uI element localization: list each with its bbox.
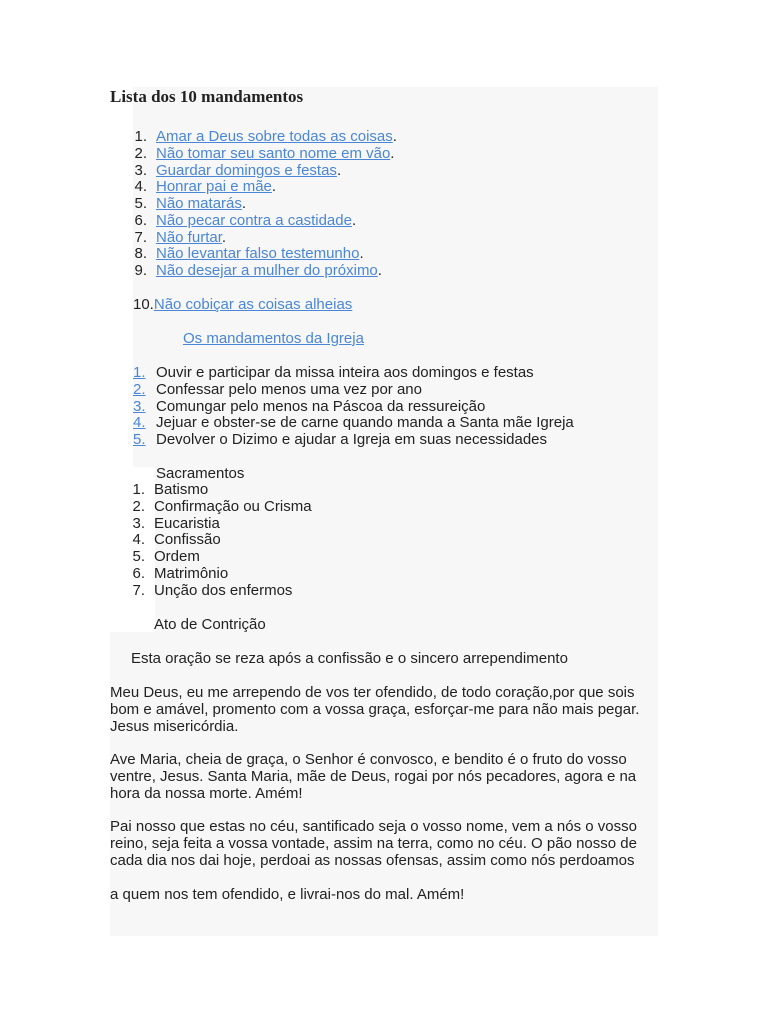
list-item-text: Eucaristia [154, 514, 220, 532]
prayer-line: ventre, Jesus. Santa Maria, mãe de Deus, rogai por nós pecadores, agora e na [110, 767, 637, 785]
list-item-text: Devolver o Dizimo e ajudar a Igreja em suas necessidades [156, 431, 548, 448]
list-item-text: Ordem [154, 548, 200, 565]
list-item-text: Confissão [154, 531, 221, 549]
commandment-link[interactable]: Não cobiçar as coisas alheias [153, 296, 353, 313]
list-item-text: Confirmação ou Crisma [154, 497, 312, 515]
church-heading-link[interactable]: Os mandamentos da Igreja [183, 330, 364, 347]
list-number: 3. [132, 514, 145, 532]
commandment-link[interactable]: Não furtar [156, 228, 222, 246]
prayer-line: reino, seja feita a vossa vontade, assim na terra, como no céu. O pão nosso de [110, 834, 637, 852]
page-title: Lista dos 10 mandamentos [110, 87, 304, 106]
prayer-line: Pai nosso que estas no céu, santificado seja o vosso nome, vem a nós o vosso [110, 818, 637, 835]
prayer-line: Meu Deus, eu me arrependo de vos ter ofendido, de todo coração,por que sois [110, 684, 635, 701]
list-number: 10. [133, 296, 154, 313]
list-number: 2. [134, 144, 147, 162]
list-number[interactable]: 2. [133, 380, 146, 398]
list-number: 4. [134, 178, 147, 196]
list-item-period: . [241, 195, 247, 212]
list-item-period: . [390, 144, 395, 162]
commandment-link[interactable]: Não pecar contra a castidade [156, 211, 352, 229]
prayer-line: Jesus misericórdia. [110, 717, 239, 735]
list-item-text: Comungar pelo menos na Páscoa da ressureição [156, 397, 486, 415]
list-item-text: Confessar pelo menos uma vez por ano [156, 380, 422, 398]
list-number: 2. [132, 497, 145, 515]
prayer-line: cada dia nos dai hoje, perdoai as nossas ofensas, assim como nós perdoamos [110, 851, 635, 869]
list-item-period: . [392, 128, 397, 145]
commandment-10 [133, 296, 352, 313]
contrition-note: Esta oração se reza após a confissão e o sincero arrependimento [131, 650, 568, 667]
sacraments-heading: Sacramentos [156, 465, 245, 482]
prayer-line: bom e amável, promento com a vossa graça, esforçar-me para não mais pegar. [110, 700, 640, 718]
commandment-link[interactable]: Não desejar a mulher do próximo [156, 262, 378, 279]
list-number: 5. [132, 548, 145, 565]
list-number: 7. [134, 228, 147, 246]
document-shade-mid [155, 467, 658, 632]
list-item-text: Jejuar e obster-se de carne quando manda a Santa mãe Igreja [156, 414, 574, 432]
list-item-period: . [377, 262, 382, 279]
list-number: 4. [132, 531, 145, 549]
list-number: 5. [134, 195, 147, 212]
list-number[interactable]: 1. [133, 364, 146, 381]
list-number: 1. [132, 481, 145, 498]
list-number: 3. [134, 161, 147, 179]
list-number[interactable]: 4. [133, 414, 146, 432]
list-number: 7. [132, 581, 145, 599]
prayer-line: Ave Maria, cheia de graça, o Senhor é convosco, e bendito é o fruto do vosso [110, 751, 627, 768]
list-number: 6. [132, 564, 145, 582]
commandment-link[interactable]: Não tomar seu santo nome em vão [156, 144, 391, 162]
list-item-text: Batismo [154, 481, 209, 498]
list-item-text: Unção dos enfermos [154, 581, 293, 599]
commandment-link[interactable]: Não levantar falso testemunho [156, 245, 360, 263]
list-number[interactable]: 5. [133, 431, 146, 448]
list-item-period: . [359, 245, 364, 263]
list-number: 9. [134, 262, 147, 279]
list-number[interactable]: 3. [133, 397, 146, 415]
list-item-period: . [336, 161, 342, 179]
prayer-line: hora da nossa morte. Amém! [110, 784, 303, 802]
list-item-period: . [221, 228, 227, 246]
contrition-heading: Ato de Contrição [154, 616, 266, 633]
list-number: 1. [134, 128, 147, 145]
list-number: 6. [134, 211, 147, 229]
commandment-link[interactable]: Guardar domingos e festas [156, 161, 337, 179]
list-item-text: Ouvir e participar da missa inteira aos domingos e festas [156, 364, 534, 381]
church-heading [183, 330, 364, 347]
list-item-period: . [271, 178, 277, 196]
pai-nosso-end: a quem nos tem ofendido, e livrai-nos do mal. Amém! [110, 886, 465, 903]
list-item-period: . [351, 211, 357, 229]
commandment-link[interactable]: Honrar pai e mãe [156, 178, 272, 196]
list-number: 8. [134, 245, 147, 263]
commandment-link[interactable]: Não matarás [156, 195, 242, 212]
list-item-text: Matrimônio [154, 564, 229, 582]
commandment-link[interactable]: Amar a Deus sobre todas as coisas [156, 128, 393, 145]
